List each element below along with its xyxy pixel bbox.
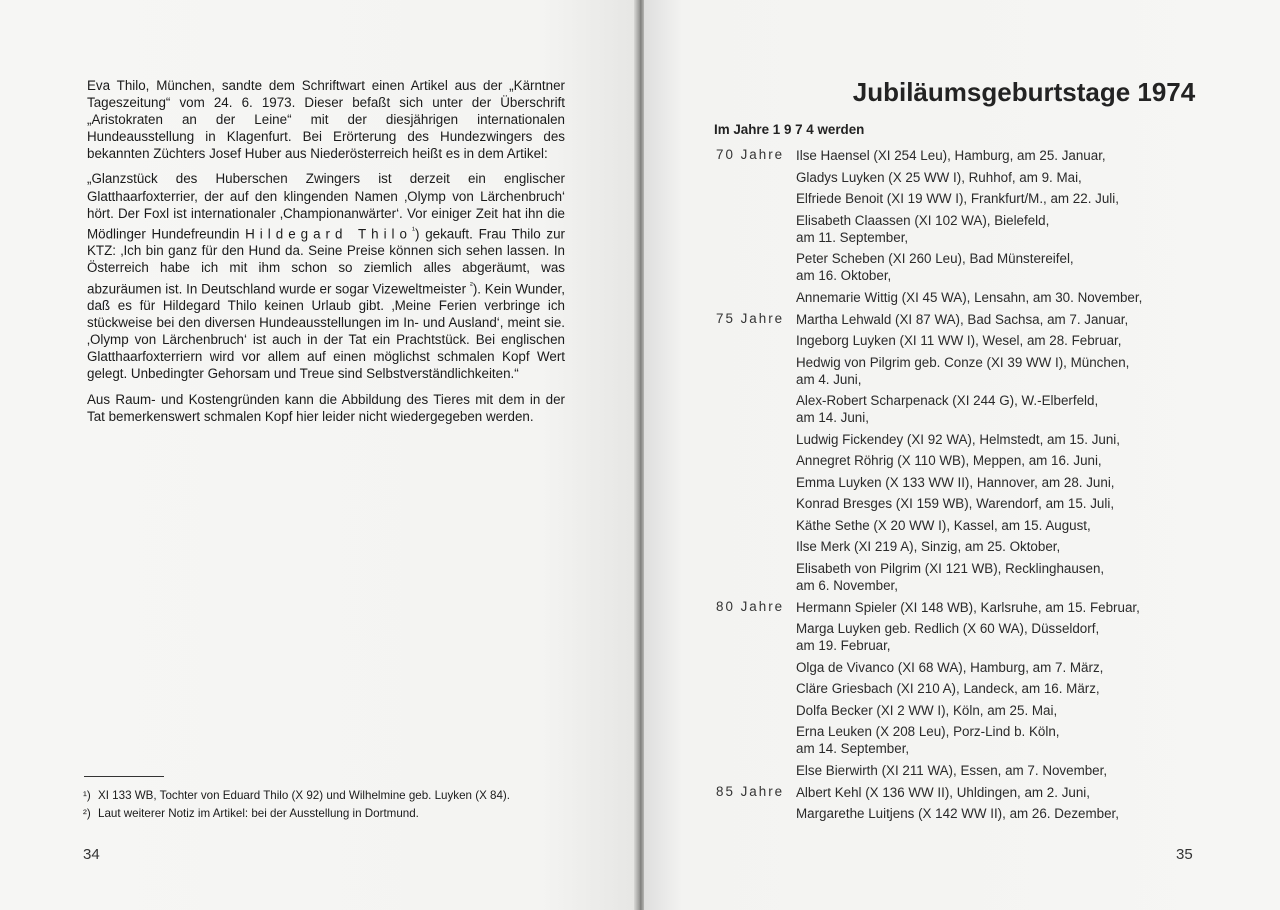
entry-date-line: am 14. Juni,: [796, 410, 869, 425]
age-group: [716, 784, 1256, 823]
age-group: [716, 147, 1256, 306]
paragraph: [87, 391, 565, 425]
birthday-entry: [796, 517, 1256, 534]
entry-text: Elisabeth Claassen (XI 102 WA), Bielefeld,: [796, 212, 1050, 228]
paragraph: [87, 170, 565, 382]
footnote-text: Laut weiterer Notiz im Artikel: bei der Ausstellung in Dortmund.: [98, 806, 419, 820]
text-run: Aus Raum- und Kostengründen kann die Abbildung des Tieres mit dem in der Tat bemerkenswert schmalen Kopf hier leider nicht wiedergegeben werden.: [87, 391, 565, 424]
footnotes: [83, 789, 561, 824]
entry-text: Erna Leuken (X 208 Leu), Porz-Lind b. Köln,: [796, 724, 1060, 739]
right-page: [644, 0, 1280, 910]
birthday-entry: [796, 250, 1256, 284]
birthday-entry: [796, 354, 1256, 388]
birthday-entry: [796, 805, 1256, 822]
entry-text: Annegret Röhrig (X 110 WB), Meppen, am 16. Juni,: [796, 453, 1102, 468]
page-number-right: 35: [1176, 846, 1193, 863]
text-run: ) gekauft. Frau Thilo zur KTZ: ‚Ich bin ganz für den Hund da. Seine Preise können sich sehen lassen. In Österreich habe ich mit ihm schon so ziemlich alles abgeräumt, was abzuräumen ist. In Deutschland wurde er sogar Vizeweltmeister: [87, 226, 565, 296]
entry-text: Albert Kehl (X 136 WW II), Uhldingen, am 2. Juni,: [796, 784, 1090, 800]
spaced-name: Hildegard Thilo: [245, 226, 412, 242]
entry-text: Martha Lehwald (XI 87 WA), Bad Sachsa, am 7. Januar,: [796, 311, 1129, 327]
entry-text: Ingeborg Luyken (XI 11 WW I), Wesel, am 28. Februar,: [796, 333, 1122, 348]
age-group: [716, 599, 1256, 779]
birthday-entry: [796, 599, 1256, 616]
age-label: 70 Jahre: [716, 147, 785, 162]
footnote-rule: [84, 776, 164, 777]
birthday-entry: [796, 762, 1256, 779]
birthday-entry: [796, 723, 1256, 757]
birthday-entry: [796, 332, 1256, 349]
entry-text: Olga de Vivanco (XI 68 WA), Hamburg, am 7. März,: [796, 659, 1104, 675]
entry-text: Ilse Merk (XI 219 A), Sinzig, am 25. Oktober,: [796, 539, 1061, 554]
birthday-entry: [796, 474, 1256, 491]
birthday-entry: [796, 452, 1256, 469]
birthday-entry: [796, 784, 1256, 801]
age-label: 75 Jahre: [716, 310, 785, 326]
entry-date-line: am 19. Februar,: [796, 638, 891, 653]
entry-text: Else Bierwirth (XI 211 WA), Essen, am 7. November,: [796, 762, 1108, 778]
birthday-entry: [796, 495, 1256, 512]
entry-text: Alex-Robert Scharpenack (XI 244 G), W.-Elberfeld,: [796, 393, 1099, 408]
entry-text: Konrad Bresges (XI 159 WB), Warendorf, am 15. Juli,: [796, 496, 1115, 511]
footnote-mark: ²): [83, 806, 91, 820]
birthday-entry: [796, 659, 1256, 676]
birthday-entry: [796, 212, 1256, 246]
left-page: [0, 0, 636, 910]
entry-text: Peter Scheben (XI 260 Leu), Bad Münstereifel,: [796, 251, 1074, 266]
entry-text: Hermann Spieler (XI 148 WB), Karlsruhe, am 15. Februar,: [796, 599, 1140, 615]
entry-text: Margarethe Luitjens (X 142 WW II), am 26. Dezember,: [796, 806, 1119, 821]
age-group: [716, 311, 1256, 594]
entry-text: Ludwig Fickendey (XI 92 WA), Helmstedt, am 15. Juni,: [796, 431, 1120, 447]
birthday-entry: [796, 560, 1256, 594]
entry-date-line: am 14. September,: [796, 741, 910, 756]
entry-text: Elisabeth von Pilgrim (XI 121 WB), Recklinghausen,: [796, 560, 1105, 576]
birthday-entry: [796, 147, 1256, 164]
birthday-list: [716, 147, 1256, 827]
birthday-entry: [796, 311, 1256, 328]
entry-text: Dolfa Becker (XI 2 WW I), Köln, am 25. Mai,: [796, 702, 1058, 718]
age-label: 85 Jahre: [716, 783, 785, 799]
entry-text: Marga Luyken geb. Redlich (X 60 WA), Düsseldorf,: [796, 621, 1100, 636]
subtitle: Im Jahre 1 9 7 4 werden: [714, 122, 865, 137]
article-text: [87, 77, 565, 433]
footnote: [83, 807, 561, 821]
text-run: Eva Thilo, München, sandte dem Schriftwart einen Artikel aus der „Kärntner Tageszeitung“ vom 24. 6. 1973. Dieser befaßt sich unter der Überschrift „Aristokraten an der Leine“ mit der diesjährigen internationalen Hundeausstellung in Klagenfurt. Bei Erörterung des Hundezwingers des bekannten Züchters Josef Huber aus Niederösterreich heißt es in dem Artikel:: [87, 78, 565, 162]
text-run: ). Kein Wunder, daß es für Hildegard Thilo keinen Urlaub gibt. ‚Meine Ferien verbringe ich stückweise bei den diversen Hundeausstellungen im In- und Ausland‘, meint sie. ‚Olymp von Lärchenbruch‘ ist auch in der Tat ein Prachtstück. Bei englischen Glatthaarfoxterriern wird vor allem auf einen möglichst schmalen Kopf Wert gelegt. Unbedingter Gehorsam und Treue sind Selbstverständlichkeiten.“: [87, 280, 565, 382]
text-run: „Glanzstück des Huberschen Zwingers ist derzeit ein englischer Glatthaarfoxterrier, der auf den klingenden Namen ‚Olymp von Lärchenbruch‘ hört. Der Foxl ist internationaler ‚Championanwärter‘. Vor einiger Zeit hat ihn die Mödlinger Hundefreundin: [87, 171, 565, 242]
entry-text: Käthe Sethe (X 20 WW I), Kassel, am 15. August,: [796, 517, 1091, 533]
footnote-mark: ¹): [83, 789, 91, 802]
birthday-entry: [796, 169, 1256, 186]
paragraph: [87, 77, 565, 162]
birthday-entry: [796, 620, 1256, 654]
entry-date-line: am 4. Juni,: [796, 371, 862, 387]
entry-text: Annemarie Wittig (XI 45 WA), Lensahn, am 30. November,: [796, 289, 1143, 305]
birthday-entry: [796, 392, 1256, 426]
entry-text: Elfriede Benoit (XI 19 WW I), Frankfurt/M., am 22. Juli,: [796, 191, 1119, 206]
entry-text: Cläre Griesbach (XI 210 A), Landeck, am 16. März,: [796, 681, 1100, 696]
birthday-entry: [796, 702, 1256, 719]
age-label: 80 Jahre: [716, 598, 785, 614]
birthday-entry: [796, 431, 1256, 448]
entry-date-line: am 11. September,: [796, 229, 909, 245]
birthday-entry: [796, 289, 1256, 306]
footnote-text: XI 133 WB, Tochter von Eduard Thilo (X 92) und Wilhelmine geb. Luyken (X 84).: [98, 789, 511, 802]
footnote-ref: ¹: [411, 224, 415, 235]
birthday-entry: [796, 538, 1256, 555]
entry-text: Gladys Luyken (X 25 WW I), Ruhhof, am 9. Mai,: [796, 169, 1082, 185]
footnote-ref: ²: [469, 279, 473, 290]
entry-text: Ilse Haensel (XI 254 Leu), Hamburg, am 25. Januar,: [796, 148, 1106, 163]
page-title: Jubiläumsgeburtstage 1974: [852, 77, 1196, 107]
footnote: [83, 789, 561, 803]
entry-text: Hedwig von Pilgrim geb. Conze (XI 39 WW I), München,: [796, 354, 1130, 370]
page-number-left: 34: [83, 846, 100, 863]
entry-date-line: am 16. Oktober,: [796, 268, 892, 283]
birthday-entry: [796, 680, 1256, 697]
birthday-entry: [796, 190, 1256, 207]
entry-text: Emma Luyken (X 133 WW II), Hannover, am 28. Juni,: [796, 474, 1115, 490]
entry-date-line: am 6. November,: [796, 577, 898, 593]
